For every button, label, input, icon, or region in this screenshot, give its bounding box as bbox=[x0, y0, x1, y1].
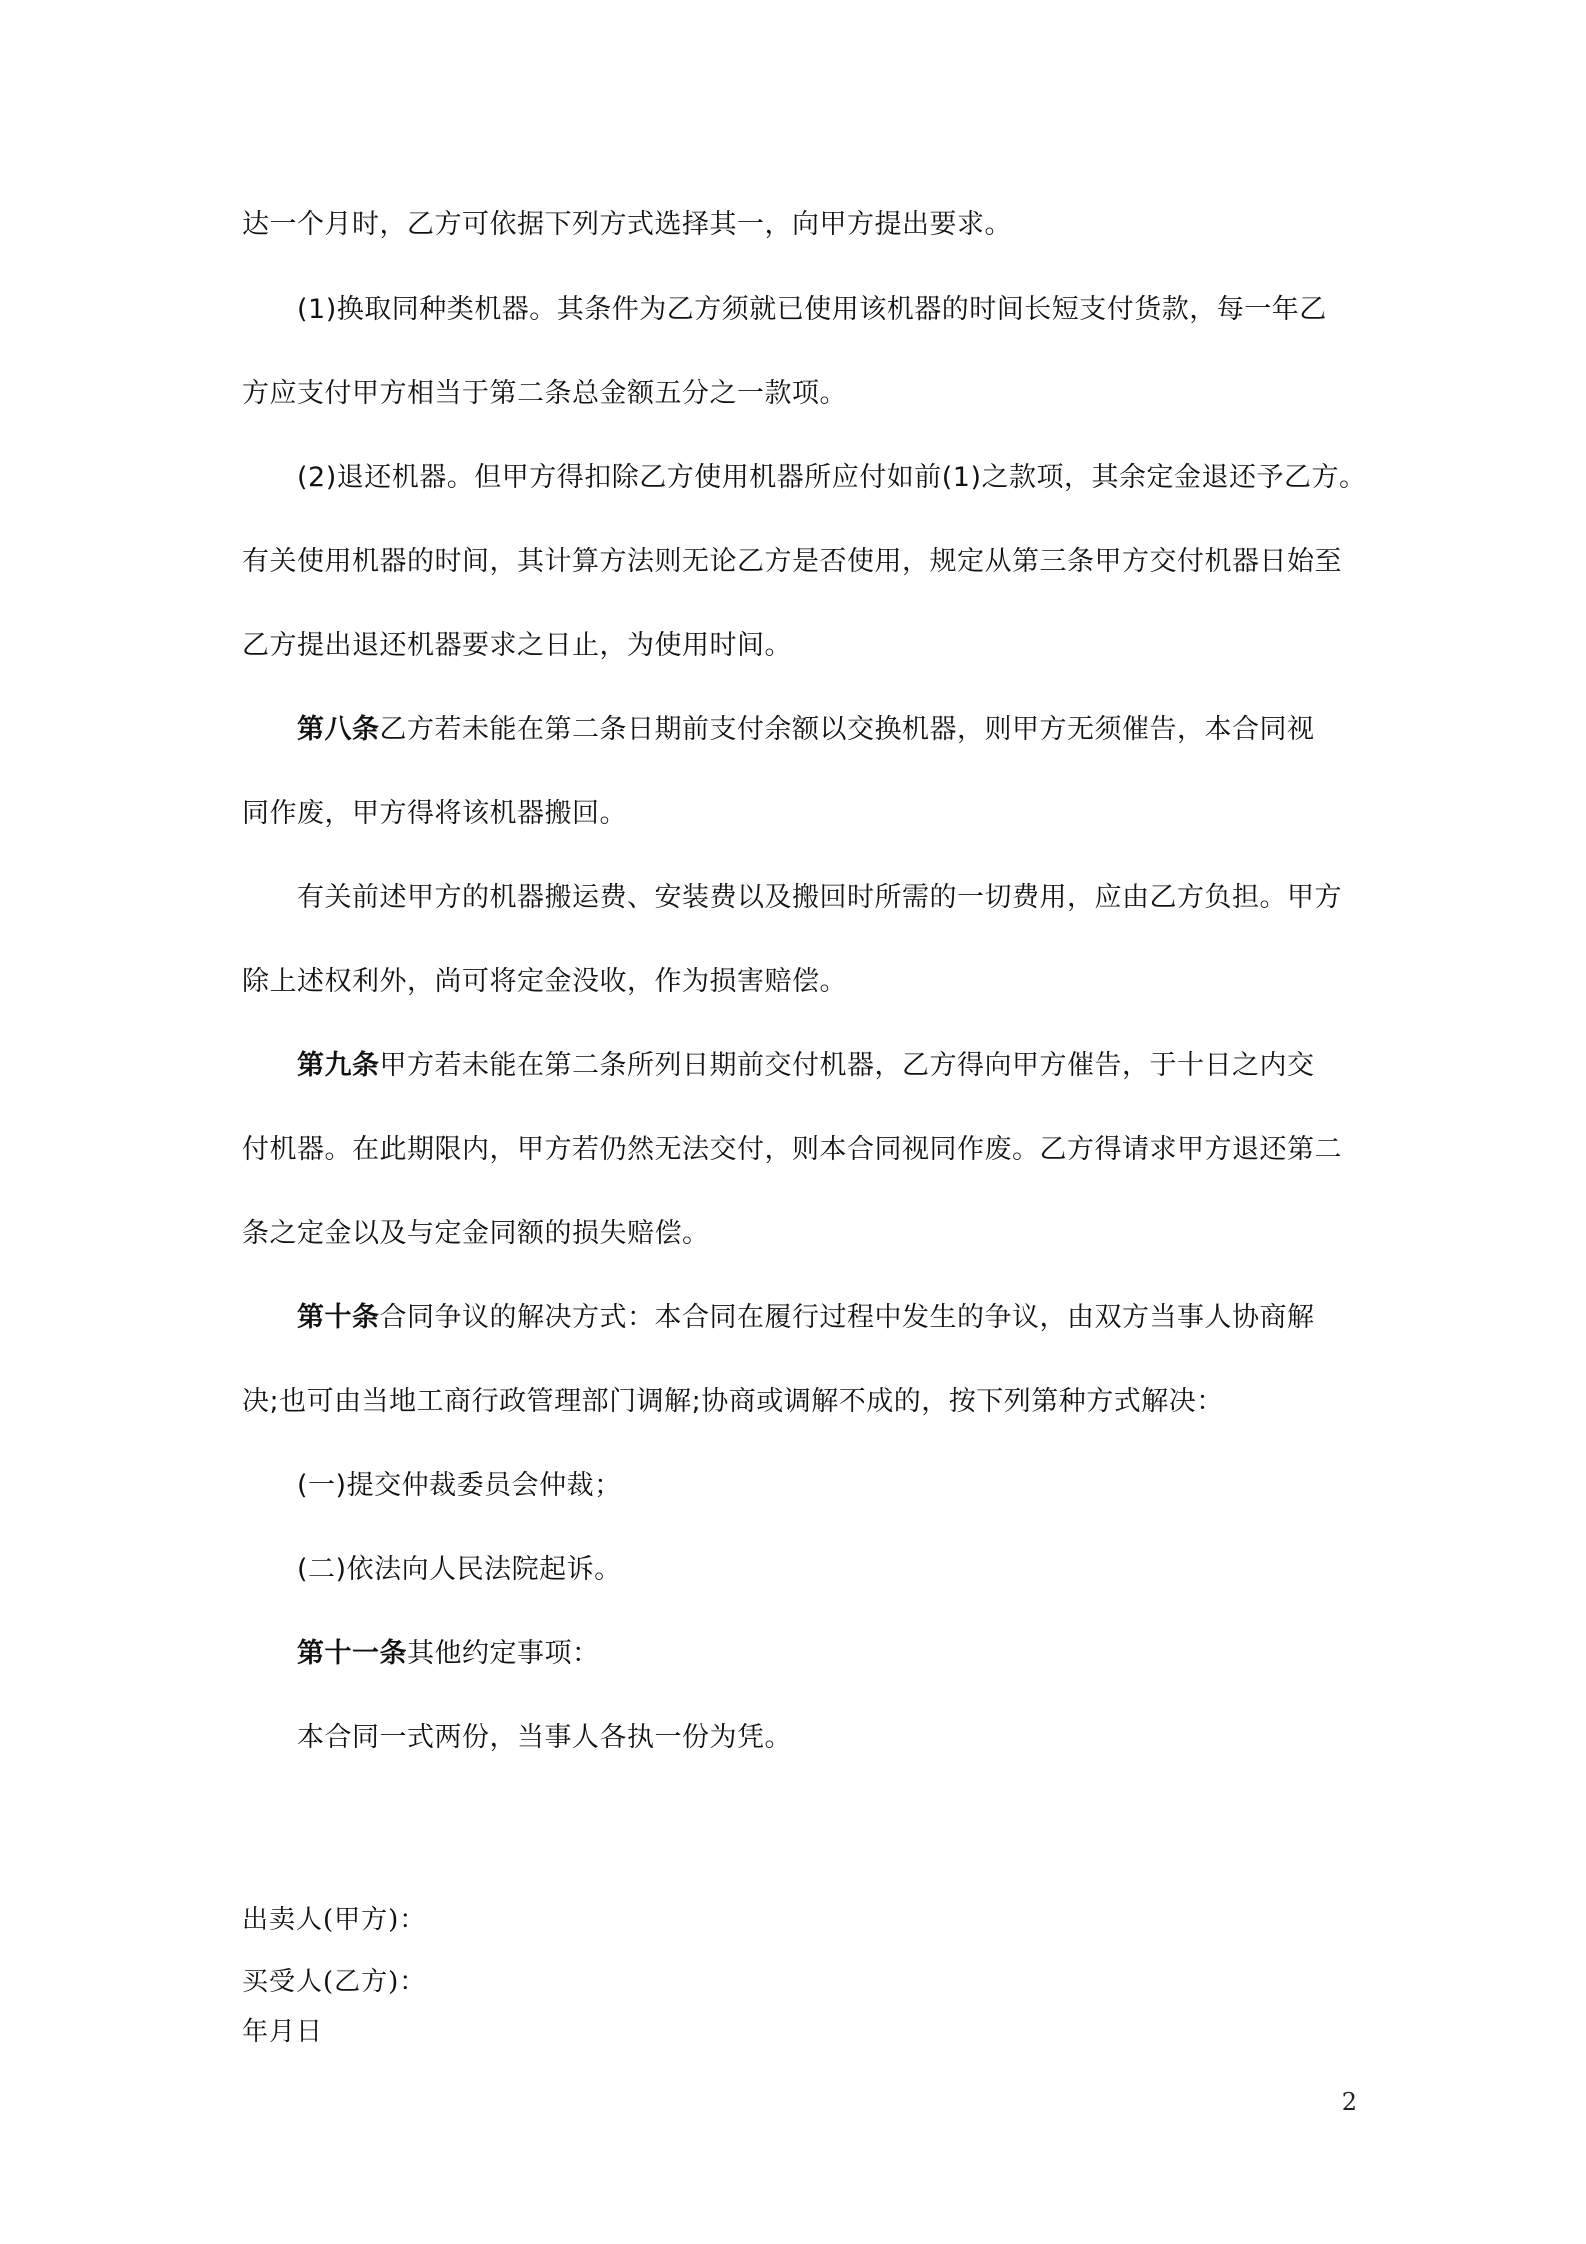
paragraph-line: (1)换取同种类机器。其条件为乙方须就已使用该机器的时间长短支付货款，每一年乙 bbox=[297, 294, 1327, 325]
article-8-line bbox=[297, 710, 1352, 750]
article-heading: 第八条 bbox=[297, 714, 380, 745]
paragraph-line: 有关前述甲方的机器搬运费、安装费以及搬回时所需的一切费用，应由乙方负担。甲方 bbox=[297, 882, 1342, 913]
paragraph-line: 条之定金以及与定金同额的损失赔偿。 bbox=[242, 1218, 710, 1249]
paragraph-line: 乙方提出退还机器要求之日止，为使用时间。 bbox=[242, 630, 792, 661]
article-heading: 第十一条 bbox=[297, 1638, 407, 1669]
paragraph-line: 达一个月时，乙方可依据下列方式选择其一，向甲方提出要求。 bbox=[242, 209, 1012, 240]
list-item: (二)依法向人民法院起诉。 bbox=[297, 1554, 622, 1585]
paragraph-line: 有关使用机器的时间，其计算方法则无论乙方是否使用，规定从第三条甲方交付机器日始至 bbox=[242, 546, 1342, 577]
paragraph-line: 决;也可由当地工商行政管理部门调解;协商或调解不成的，按下列第种方式解决： bbox=[242, 1386, 1224, 1417]
paragraph-line: (2)退还机器。但甲方得扣除乙方使用机器所应付如前(1)之款项，其余定金退还予乙方。 bbox=[297, 462, 1367, 493]
buyer-signature-label: 买受人(乙方)： bbox=[242, 1967, 427, 1997]
seller-signature-label: 出卖人(甲方)： bbox=[242, 1905, 427, 1935]
paragraph-line: 本合同一式两份，当事人各执一份为凭。 bbox=[297, 1722, 792, 1753]
paragraph-line: 除上述权利外，尚可将定金没收，作为损害赔偿。 bbox=[242, 966, 847, 997]
paragraph-line: 方应支付甲方相当于第二条总金额五分之一款项。 bbox=[242, 378, 847, 409]
paragraph-line: 同作废，甲方得将该机器搬回。 bbox=[242, 798, 627, 829]
article-11-line bbox=[297, 1634, 1352, 1674]
article-heading: 第九条 bbox=[297, 1050, 380, 1081]
list-item: (一)提交仲裁委员会仲裁； bbox=[297, 1470, 622, 1501]
article-heading: 第十条 bbox=[297, 1302, 380, 1333]
article-text: 合同争议的解决方式：本合同在履行过程中发生的争议，由双方当事人协商解 bbox=[379, 1302, 1315, 1333]
article-9-line bbox=[297, 1046, 1352, 1086]
paragraph-line: 付机器。在此期限内，甲方若仍然无法交付，则本合同视同作废。乙方得请求甲方退还第二 bbox=[242, 1134, 1342, 1165]
page-number: 2 bbox=[1341, 2088, 1357, 2116]
date-label: 年月日 bbox=[242, 2017, 324, 2047]
article-text: 其他约定事项： bbox=[407, 1638, 600, 1669]
article-text: 乙方若未能在第二条日期前支付余额以交换机器，则甲方无须催告，本合同视 bbox=[379, 714, 1315, 745]
article-text: 甲方若未能在第二条所列日期前交付机器，乙方得向甲方催告，于十日之内交 bbox=[379, 1050, 1315, 1081]
article-10-line bbox=[297, 1298, 1352, 1338]
